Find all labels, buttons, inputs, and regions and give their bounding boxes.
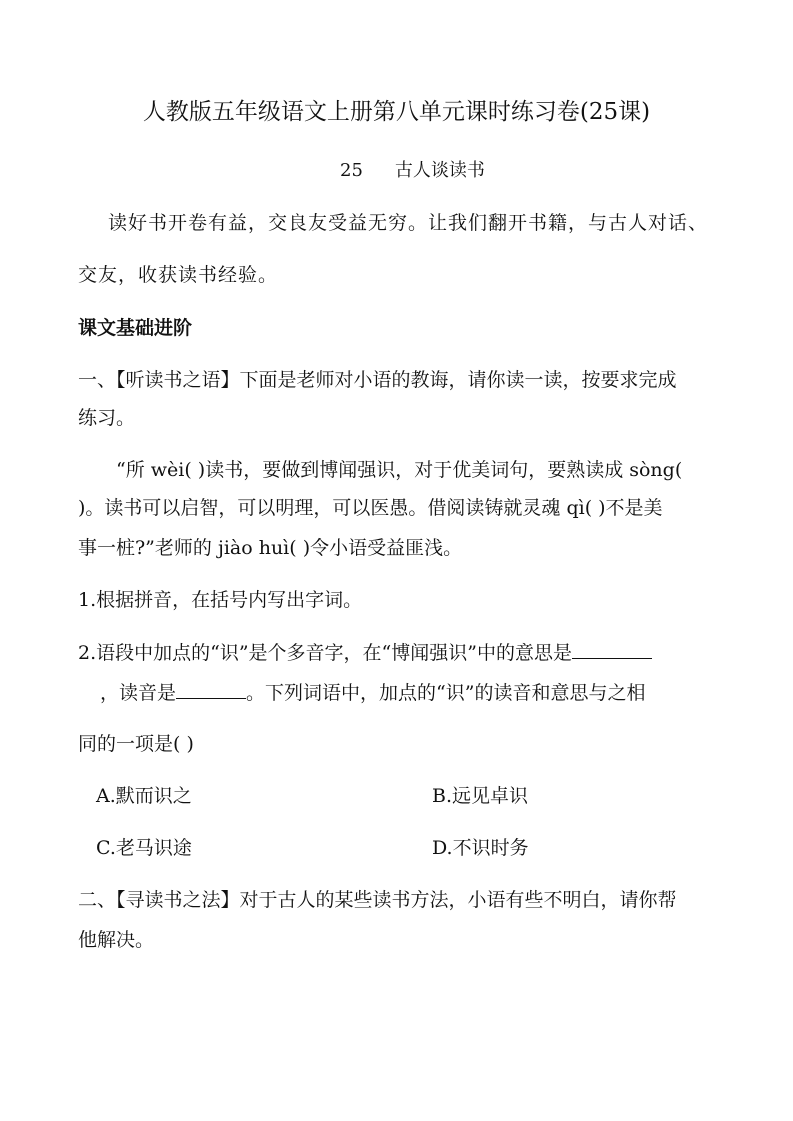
option-a[interactable]: A.默而识之 (96, 785, 192, 807)
section-heading: 课文基础进阶 (78, 317, 193, 339)
lesson-heading (340, 159, 485, 183)
question-1-line-1: 一、【听读书之语】下面是老师对小语的教诲，请你读一读，按要求完成 (78, 369, 677, 391)
option-c[interactable]: C.老马识途 (96, 837, 192, 859)
option-d[interactable]: D.不识时务 (432, 837, 529, 859)
answer-blank-meaning[interactable] (572, 640, 652, 659)
document-title: 人教版五年级语文上册第八单元课时练习卷(25课) (142, 99, 651, 125)
lesson-number: 25 (340, 160, 363, 181)
answer-blank-pronunciation[interactable] (176, 680, 246, 699)
passage-line-3: 事一桩?”老师的 jiào huì( )令小语受益匪浅。 (78, 537, 463, 559)
question-2-line-2: 他解决。 (78, 929, 155, 951)
sub-question-2-line-2 (100, 680, 645, 705)
lesson-title: 古人谈读书 (394, 160, 485, 181)
passage-line-1: “所 wèi( )读书，要做到博闻强识，对于优美词句，要熟读成 sòng( (116, 459, 683, 481)
question-1-line-2: 练习。 (78, 407, 136, 429)
question-2-line-1: 二、【寻读书之法】对于古人的某些读书方法，小语有些不明白，请你帮 (78, 889, 677, 911)
sub-question-2-continued: 。下列词语中，加点的“识”的读音和意思与之相 (246, 682, 646, 704)
sub-question-1: 1.根据拼音，在括号内写出字词。 (78, 589, 363, 611)
intro-line-2: 交友，收获读书经验。 (78, 264, 279, 286)
sub-question-2-line-3: 同的一项是( ) (78, 733, 194, 755)
sub-question-2-text: 2.语段中加点的“识”是个多音字，在“博闻强识”中的意思是 (78, 642, 572, 664)
passage-line-2: )。读书可以启智，可以明理，可以医愚。借阅读铸就灵魂 qì( )不是美 (78, 497, 663, 519)
intro-line-1: 读好书开卷有益，交良友受益无穷。让我们翻开书籍，与古人对话、 (108, 212, 709, 234)
reading-label: ，读音是 (100, 682, 177, 704)
sub-question-2-line-1 (78, 640, 652, 665)
option-b[interactable]: B.远见卓识 (432, 785, 529, 807)
